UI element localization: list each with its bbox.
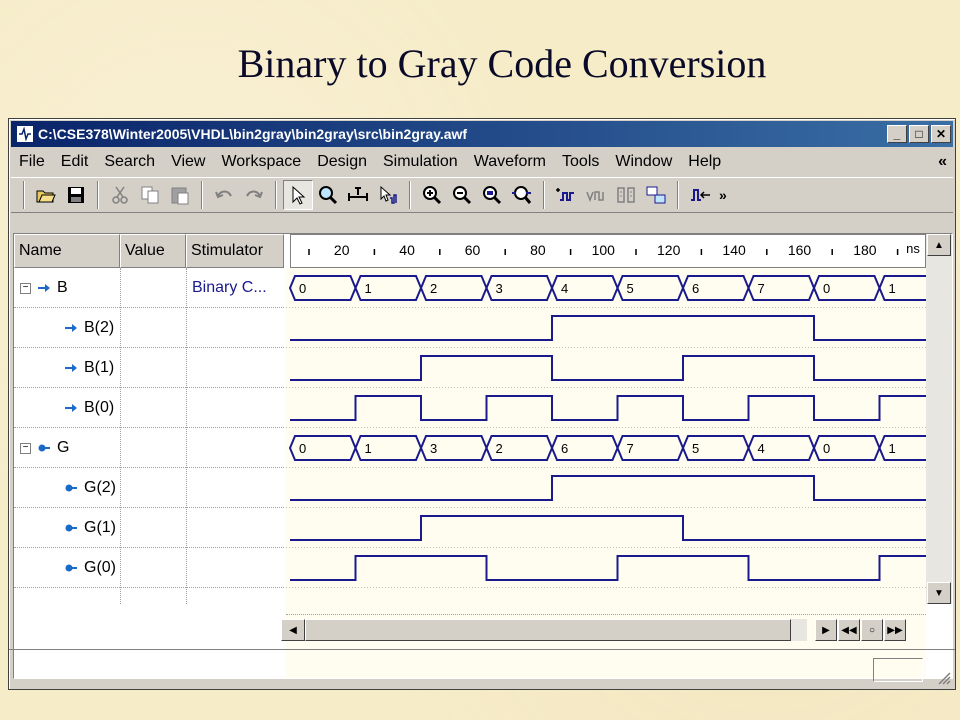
menu-overflow-icon[interactable]: « (938, 153, 947, 170)
bus-value-label: 0 (823, 441, 831, 456)
output-port-icon (64, 563, 78, 573)
output-port-icon (64, 523, 78, 533)
zoom-icon[interactable] (313, 180, 343, 210)
bus-value-label: 0 (823, 281, 831, 296)
toolbar-overflow-icon[interactable]: » (719, 187, 727, 203)
timeline-tick-label: 20 (333, 242, 350, 258)
bus-value-label: 1 (364, 281, 372, 296)
output-port-icon (64, 483, 78, 493)
scroll-left-icon[interactable]: ◀ (281, 619, 305, 641)
waveform-window (8, 118, 956, 690)
select-icon[interactable] (283, 180, 313, 210)
timeline-tick-label: 60 (464, 242, 481, 258)
signal-row[interactable] (14, 508, 284, 548)
signal-name: B(2) (84, 319, 115, 336)
signal-name-cell (64, 519, 116, 537)
bit-waveform (290, 316, 926, 340)
vertical-scrollbar[interactable] (926, 234, 952, 604)
signal-name-cell (64, 359, 114, 377)
signal-name-cell (64, 559, 116, 577)
input-port-icon (64, 323, 78, 333)
bus-value-label: 7 (757, 281, 765, 296)
signal-row[interactable] (14, 548, 284, 588)
bus-value-label: 1 (888, 441, 896, 456)
open-icon[interactable] (31, 180, 61, 210)
window-title: C:\CSE378\Winter2005\VHDL\bin2gray\bin2gray\src\bin2gray.awf (38, 126, 468, 142)
scroll-down-icon[interactable]: ▼ (927, 582, 951, 604)
column-divider (186, 268, 187, 604)
minimize-button[interactable]: _ (887, 125, 907, 143)
signal-name-cell (20, 439, 69, 457)
cut-icon[interactable] (105, 180, 135, 210)
column-divider (120, 268, 121, 604)
toolbar-separator (23, 181, 25, 209)
zoom-out-icon[interactable] (447, 180, 477, 210)
bit-waveform (290, 356, 926, 380)
signal-list (14, 268, 284, 604)
signal-row[interactable] (14, 268, 284, 308)
signal-name-cell (20, 279, 68, 297)
bit-waveform (290, 396, 926, 420)
timeline-unit: ns (906, 241, 920, 256)
bit-waveform (290, 516, 926, 540)
signal-row[interactable] (14, 308, 284, 348)
scroll-thumb[interactable] (305, 619, 791, 641)
menu-simulation[interactable]: Simulation (383, 153, 458, 170)
compare-icon[interactable] (641, 180, 671, 210)
resize-grip-icon[interactable] (937, 671, 951, 685)
menu-waveform[interactable]: Waveform (473, 153, 547, 170)
timeline-tick-label: 180 (853, 242, 877, 258)
bus-value-label: 3 (430, 441, 438, 456)
bus-segment (880, 436, 927, 460)
add-signal-icon[interactable] (551, 180, 581, 210)
signal-name: B(1) (84, 359, 115, 376)
fast-forward-icon[interactable]: ▶▶ (884, 619, 906, 641)
toolbar-separator (409, 181, 411, 209)
bus-value-label: 0 (299, 281, 307, 296)
bus-value-label: 7 (626, 441, 634, 456)
signal-name-cell (64, 319, 114, 337)
menu-view[interactable]: View (171, 153, 206, 170)
zoom-in-icon[interactable] (417, 180, 447, 210)
timeline-tick-label: 80 (530, 242, 546, 258)
horizontal-scrollbar[interactable] (281, 619, 807, 643)
rewind-icon[interactable]: ◀◀ (838, 619, 860, 641)
hand-icon[interactable] (373, 180, 403, 210)
bus-value-label: 3 (495, 281, 503, 296)
toolbar-separator (97, 181, 99, 209)
zoom-fit-icon[interactable] (507, 180, 537, 210)
timeline-tick-label: 100 (591, 242, 615, 258)
stimulator-cell[interactable]: Binary C... (192, 279, 267, 296)
input-port-icon (37, 283, 51, 293)
timeline-tick-label: 160 (787, 242, 812, 258)
scroll-track[interactable] (791, 619, 807, 641)
bus-value-label: 6 (561, 441, 569, 456)
bit-waveform (290, 556, 926, 580)
menu-workspace[interactable]: Workspace (221, 153, 302, 170)
waveform-nav (815, 619, 907, 641)
bus-value-label: 2 (495, 441, 503, 456)
input-port-icon (64, 403, 78, 413)
column-header-name[interactable]: Name (14, 234, 120, 268)
paste-icon[interactable] (165, 180, 195, 210)
menu-edit[interactable]: Edit (60, 153, 89, 170)
close-button[interactable]: ✕ (931, 125, 951, 143)
collapse-icon[interactable]: − (20, 443, 31, 454)
bus-segment (880, 276, 927, 300)
timeline-tick-label: 120 (657, 242, 681, 258)
measure-icon[interactable] (343, 180, 373, 210)
column-header-value[interactable]: Value (120, 234, 186, 268)
signal-name: G(2) (84, 479, 116, 496)
waveform-panel (13, 233, 953, 679)
menu-design[interactable]: Design (317, 153, 367, 170)
signal-row[interactable] (14, 468, 284, 508)
menu-window[interactable]: Window (615, 153, 673, 170)
collapse-icon[interactable]: − (20, 283, 31, 294)
add-bus-icon[interactable] (581, 180, 611, 210)
bus-value-label: 4 (561, 281, 569, 296)
menu-search[interactable]: Search (104, 153, 156, 170)
bus-value-label: 5 (692, 441, 700, 456)
bus-value-label: 0 (299, 441, 307, 456)
toolbar-separator (275, 181, 277, 209)
bus-value-label: 2 (430, 281, 438, 296)
signal-name: G(1) (84, 519, 116, 536)
zoom-range-icon[interactable] (477, 180, 507, 210)
title-bar (11, 121, 953, 147)
menu-help[interactable]: Help (688, 153, 722, 170)
signal-name-cell (64, 399, 114, 417)
timeline-tick-label: 140 (722, 242, 746, 258)
signal-row[interactable] (14, 428, 284, 468)
signal-row[interactable] (14, 388, 284, 428)
bus-value-label: 1 (888, 281, 896, 296)
timeline-ticks (291, 235, 927, 269)
bus-value-label: 5 (626, 281, 634, 296)
output-port-icon (37, 443, 51, 453)
toolbar-separator (201, 181, 203, 209)
redo-icon[interactable] (239, 180, 269, 210)
signal-name: G (57, 439, 70, 456)
stop-icon[interactable]: ○ (861, 619, 883, 641)
timeline-ruler (290, 234, 926, 268)
scroll-up-icon[interactable]: ▲ (927, 234, 951, 256)
bit-waveform (290, 476, 926, 500)
toolbar-separator (677, 181, 679, 209)
signal-row[interactable] (14, 348, 284, 388)
bus-value-label: 6 (692, 281, 700, 296)
app-icon (16, 125, 34, 143)
input-port-icon (64, 363, 78, 373)
play-icon[interactable]: ▶ (815, 619, 837, 641)
undo-icon[interactable] (209, 180, 239, 210)
bus-value-label: 1 (364, 441, 372, 456)
maximize-button[interactable]: □ (909, 125, 929, 143)
timeline-tick-label: 40 (399, 242, 415, 258)
copy-icon[interactable] (135, 180, 165, 210)
menu-file[interactable]: File (19, 153, 45, 170)
column-header-stimulator[interactable]: Stimulator (186, 234, 284, 268)
signal-name: G(0) (84, 559, 116, 576)
status-bar (9, 649, 955, 689)
save-icon[interactable] (61, 180, 91, 210)
menu-tools[interactable]: Tools (562, 153, 600, 170)
signal-name: B(0) (84, 399, 115, 416)
signal-name: B (57, 279, 68, 296)
status-field (873, 658, 923, 682)
toolbar-separator (543, 181, 545, 209)
slide-title: Binary to Gray Code Conversion (237, 41, 767, 86)
rename-icon[interactable] (611, 180, 641, 210)
menu-bar (11, 149, 953, 175)
bus-value-label: 4 (757, 441, 765, 456)
signal-name-cell (64, 479, 116, 497)
row-divider (286, 614, 926, 615)
wave-edit-icon[interactable] (685, 180, 715, 210)
toolbar (11, 177, 953, 213)
